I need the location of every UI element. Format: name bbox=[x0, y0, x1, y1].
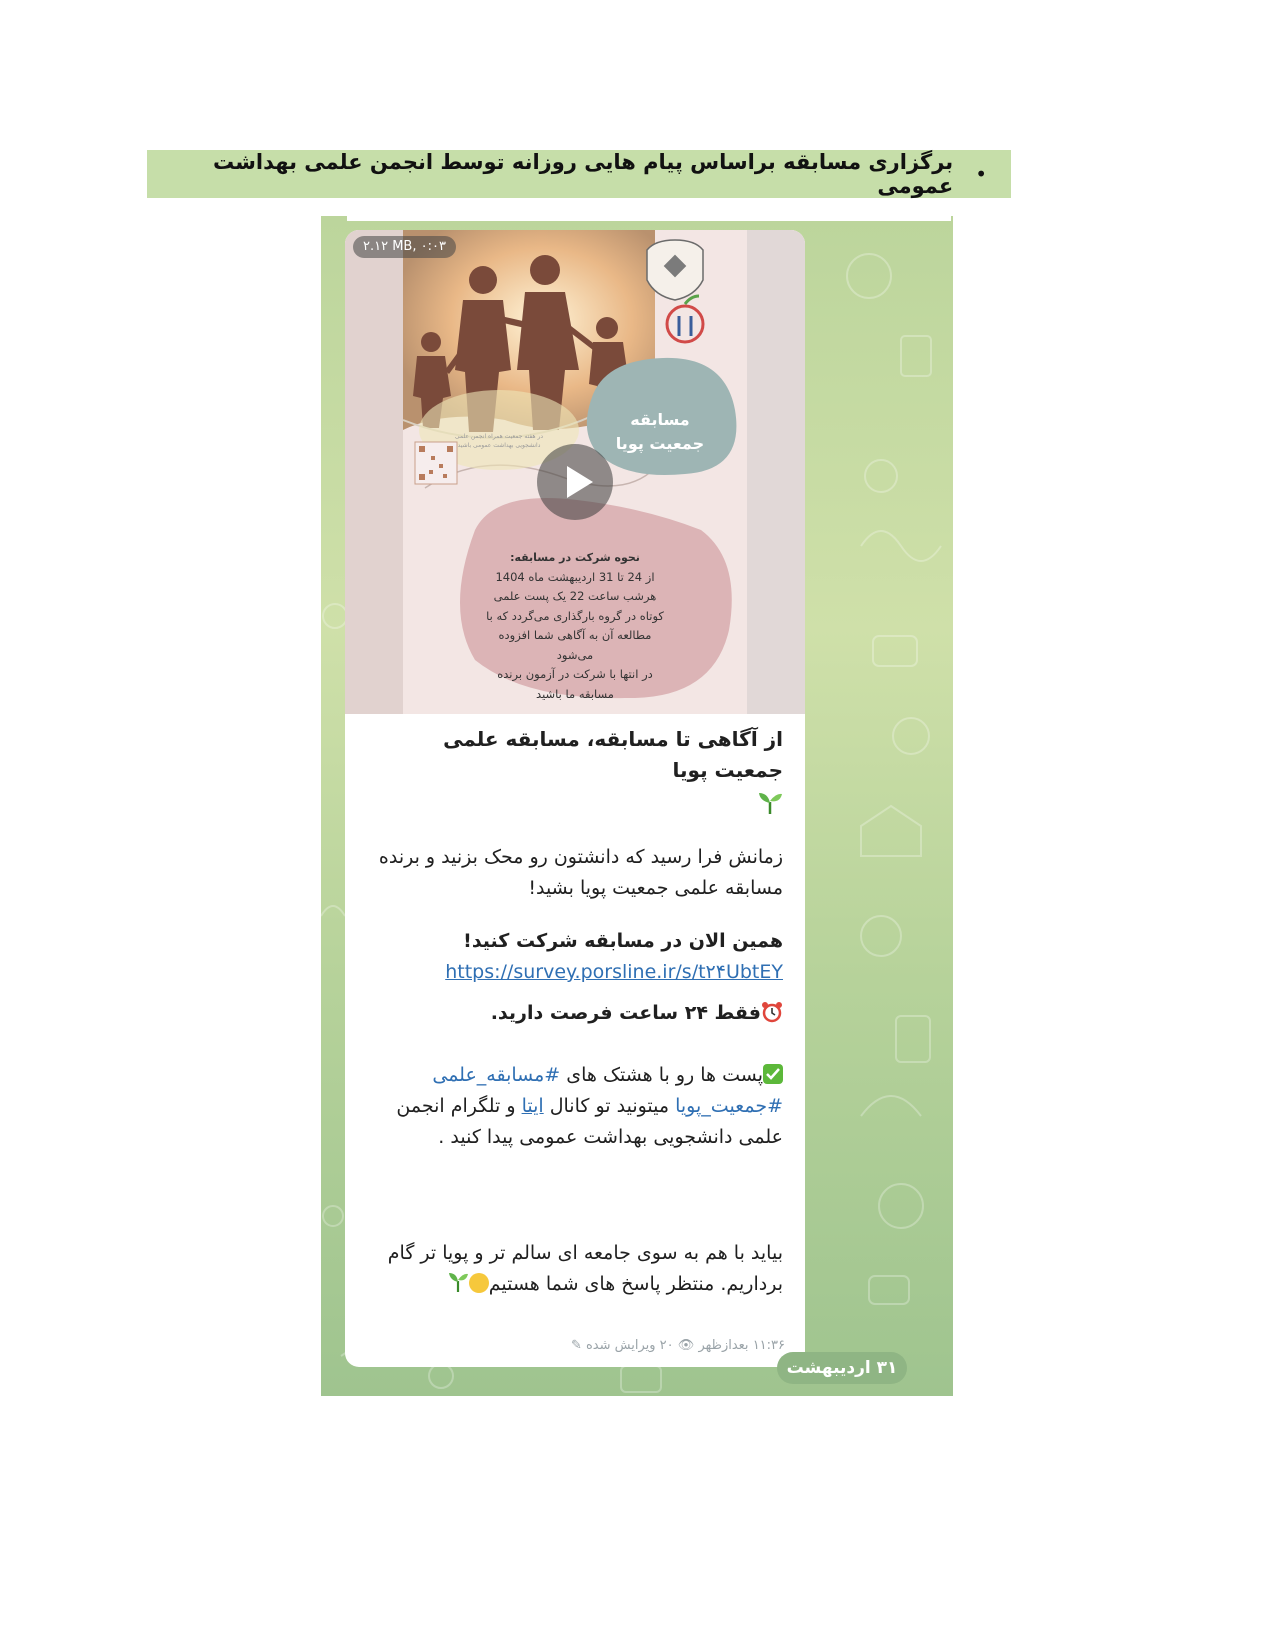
seedling-icon bbox=[757, 790, 783, 816]
message-paragraph-4: بیاید با هم به سوی جامعه ای سالم تر و پویا تر گام برداریم. منتظر پاسخ های شما هستیم bbox=[387, 1242, 783, 1295]
message-cta: همین الان در مسابقه شرکت کنید! https://survey.porsline.ir/s/t۲۴UbtEY bbox=[445, 930, 783, 983]
hashtag-population[interactable]: #جمعیت_پویا bbox=[675, 1095, 783, 1117]
media-size-badge: ۲.۱۲ MB, ۰:۰۳ bbox=[353, 236, 456, 258]
edited-label: ویرایش شده bbox=[585, 1338, 656, 1353]
smiling-face-icon bbox=[469, 1273, 489, 1293]
message-title: از آگاهی تا مسابقه، مسابقه علمی جمعیت پویا bbox=[373, 724, 783, 817]
play-icon[interactable] bbox=[537, 444, 613, 520]
seedling-icon-end bbox=[447, 1271, 469, 1293]
eye-icon: 👁 bbox=[677, 1338, 695, 1353]
message-time: ۱۱:۳۶ بعدازظهر bbox=[698, 1338, 785, 1353]
check-mark-icon bbox=[763, 1064, 783, 1084]
alarm-clock-icon bbox=[761, 1001, 783, 1023]
heading-bar bbox=[147, 150, 1011, 198]
message-bubble bbox=[345, 230, 805, 1367]
pin-icon: ✎ bbox=[570, 1338, 582, 1353]
poster-title: مسابقه جمعیت پویا bbox=[615, 410, 705, 453]
message-paragraph-1: زمانش فرا رسید که دانشتون رو محک بزنید و برنده مسابقه علمی جمعیت پویا بشید! bbox=[378, 846, 783, 899]
view-count: ۲۰ bbox=[659, 1338, 674, 1353]
message-paragraph-3: پست ها رو با هشتک های #مسابقه_علمی #جمعیت_پویا میتونید تو کانال ایتا و تلگرام انجمن علمی دانشجویی بهداشت عمومی پیدا کنید . bbox=[396, 1064, 783, 1148]
poster-instructions: نحوه شرکت در مسابقه: از 24 تا 31 اردیبهشت ماه 1404 هرشب ساعت 22 یک پست علمی کوتاه در گروه بارگذاری می‌گردد که با مطالعه آن به آگاهی شما افزوده می‌شود در انتها با شرکت در آزمون برنده مسابقه ما باشید bbox=[486, 551, 664, 701]
video-media[interactable] bbox=[345, 230, 805, 714]
message-deadline: فقط ۲۴ ساعت فرصت دارید. bbox=[373, 998, 783, 1029]
heading-text: برگزاری مسابقه براساس پیام هایی روزانه توسط انجمن علمی بهداشت عمومی bbox=[213, 150, 954, 198]
poster-invite: در هفته جمعیت همراه انجمن علمی دانشجویی بهداشت عمومی باشید bbox=[454, 433, 544, 449]
message-meta bbox=[505, 1338, 785, 1353]
eitaa-link[interactable]: ایتا bbox=[521, 1095, 544, 1117]
date-separator: ۳۱ اردیبهشت bbox=[777, 1352, 907, 1384]
chat-screenshot bbox=[321, 216, 953, 1396]
hashtag-competition[interactable]: #مسابقه_علمی bbox=[432, 1064, 561, 1086]
bullet: • bbox=[975, 162, 987, 186]
survey-link[interactable]: https://survey.porsline.ir/s/t۲۴UbtEY bbox=[445, 961, 783, 983]
